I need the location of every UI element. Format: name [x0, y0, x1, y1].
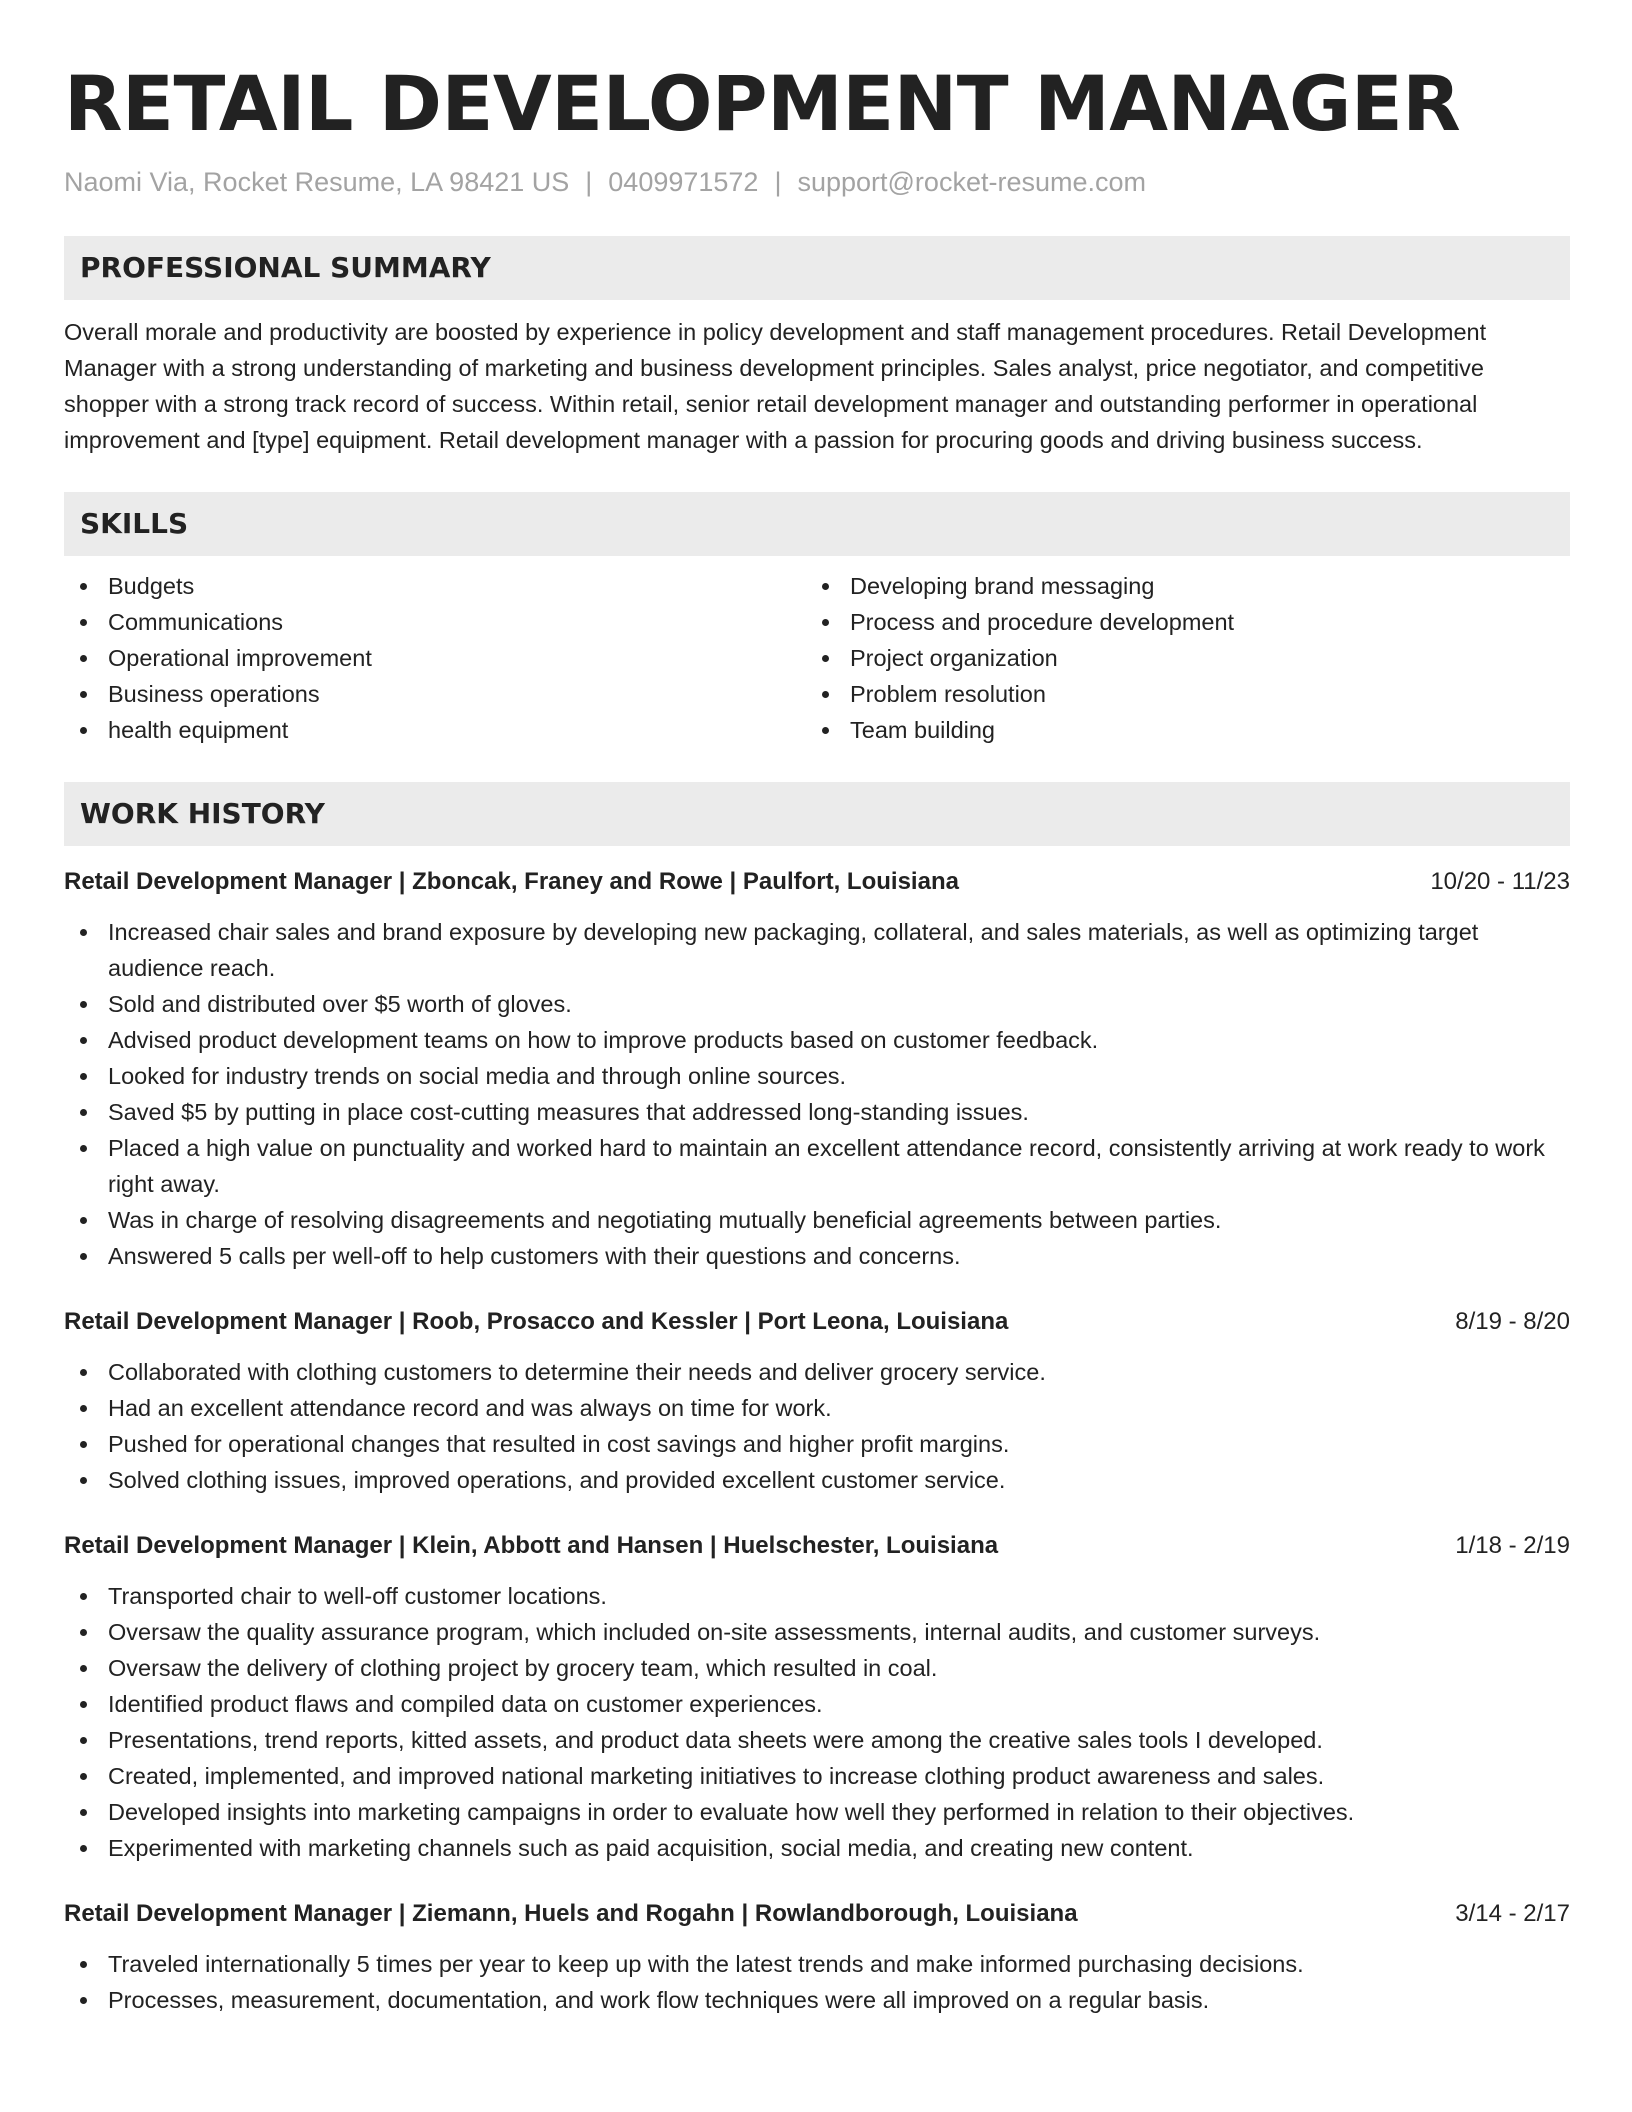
job-bullets	[64, 914, 1570, 1274]
job-bullet: Pushed for operational changes that resulted in cost savings and higher profit margins.	[64, 1426, 1570, 1462]
job-bullets	[64, 1354, 1570, 1498]
job-bullet: Identified product flaws and compiled data on customer experiences.	[64, 1686, 1570, 1722]
job-bullet: Processes, measurement, documentation, and work flow techniques were all improved on a regular basis.	[64, 1982, 1570, 2018]
summary-heading: PROFESSIONAL SUMMARY	[64, 236, 1570, 300]
job-bullet: Traveled internationally 5 times per year to keep up with the latest trends and make informed purchasing decisions.	[64, 1946, 1570, 1982]
resume-title: RETAIL DEVELOPMENT MANAGER	[64, 59, 1461, 148]
job-dates: 3/14 - 2/17	[1455, 1900, 1570, 1927]
job-bullet: Collaborated with clothing customers to determine their needs and deliver grocery service.	[64, 1354, 1570, 1390]
job-bullet: Sold and distributed over $5 worth of gloves.	[64, 986, 1570, 1022]
contact-separator: |	[774, 167, 782, 197]
job-bullet: Answered 5 calls per well-off to help customers with their questions and concerns.	[64, 1238, 1570, 1274]
skills-list	[64, 568, 1570, 748]
job-bullet: Looked for industry trends on social media and through online sources.	[64, 1058, 1570, 1094]
job-bullet: Created, implemented, and improved national marketing initiatives to increase clothing product awareness and sales.	[64, 1758, 1570, 1794]
skills-heading: SKILLS	[64, 492, 1570, 556]
job-dates: 10/20 - 11/23	[1430, 868, 1570, 895]
job-dates: 1/18 - 2/19	[1455, 1532, 1570, 1559]
contact-address: Naomi Via, Rocket Resume, LA 98421 US	[64, 167, 570, 197]
contact-phone: 0409971572	[608, 167, 759, 197]
job-bullet: Placed a high value on punctuality and worked hard to maintain an excellent attendance record, consistently arriving at work ready to work right away.	[64, 1130, 1570, 1202]
job-bullet: Developed insights into marketing campaigns in order to evaluate how well they performed in relation to their objectives.	[64, 1794, 1570, 1830]
job-header	[64, 1896, 1570, 1932]
job-bullet: Saved $5 by putting in place cost-cutting measures that addressed long-standing issues.	[64, 1094, 1570, 1130]
job-bullet: Advised product development teams on how to improve products based on customer feedback.	[64, 1022, 1570, 1058]
skills-column-right	[806, 568, 1548, 748]
work-history-heading: WORK HISTORY	[64, 782, 1570, 846]
job-bullet: Increased chair sales and brand exposure by developing new packaging, collateral, and sales materials, as well as optimizing target audience reach.	[64, 914, 1570, 986]
job-entry	[64, 1528, 1570, 1866]
job-bullet: Presentations, trend reports, kitted assets, and product data sheets were among the creative sales tools I developed.	[64, 1722, 1570, 1758]
skill-item: health equipment	[64, 712, 806, 748]
job-bullet: Oversaw the delivery of clothing project by grocery team, which resulted in coal.	[64, 1650, 1570, 1686]
summary-text: Overall morale and productivity are boosted by experience in policy development and staff management procedures. Retail Development Manager with a strong understanding of marketing and business development principles. Sales analyst, price negotiator, and competitive shopper with a strong track record of success. Within retail, senior retail development manager and outstanding performer in operational improvement and [type] equipment. Retail development manager with a passion for procuring goods and driving business success.	[64, 319, 1487, 453]
contact-separator: |	[585, 167, 593, 197]
skill-item: Operational improvement	[64, 640, 806, 676]
skills-column-left	[64, 568, 806, 748]
job-dates: 8/19 - 8/20	[1455, 1308, 1570, 1335]
job-bullets	[64, 1578, 1570, 1866]
skill-item: Project organization	[806, 640, 1548, 676]
resume-page	[64, 0, 1570, 2018]
job-bullet: Had an excellent attendance record and was always on time for work.	[64, 1390, 1570, 1426]
job-title: Retail Development Manager | Zboncak, Franey and Rowe | Paulfort, Louisiana	[64, 868, 959, 895]
job-title: Retail Development Manager | Ziemann, Huels and Rogahn | Rowlandborough, Louisiana	[64, 1900, 1078, 1927]
job-entry	[64, 864, 1570, 1274]
job-bullet: Experimented with marketing channels such as paid acquisition, social media, and creating new content.	[64, 1830, 1570, 1866]
job-bullet: Solved clothing issues, improved operations, and provided excellent customer service.	[64, 1462, 1570, 1498]
skill-item: Budgets	[64, 568, 806, 604]
skill-item: Communications	[64, 604, 806, 640]
job-header	[64, 864, 1570, 900]
job-header	[64, 1528, 1570, 1564]
job-bullet: Was in charge of resolving disagreements and negotiating mutually beneficial agreements between parties.	[64, 1202, 1570, 1238]
skill-item: Developing brand messaging	[806, 568, 1548, 604]
contact-email: support@rocket-resume.com	[797, 167, 1146, 197]
skill-item: Team building	[806, 712, 1548, 748]
job-entry	[64, 1304, 1570, 1498]
job-title: Retail Development Manager | Klein, Abbott and Hansen | Huelschester, Louisiana	[64, 1532, 999, 1559]
job-header	[64, 1304, 1570, 1340]
skill-item: Problem resolution	[806, 676, 1548, 712]
contact-line	[64, 164, 1570, 200]
job-title: Retail Development Manager | Roob, Prosacco and Kessler | Port Leona, Louisiana	[64, 1308, 1009, 1335]
job-bullet: Transported chair to well-off customer locations.	[64, 1578, 1570, 1614]
job-entry	[64, 1896, 1570, 2018]
skill-item: Process and procedure development	[806, 604, 1548, 640]
job-bullet: Oversaw the quality assurance program, which included on-site assessments, internal audits, and customer surveys.	[64, 1614, 1570, 1650]
job-bullets	[64, 1946, 1570, 2018]
skill-item: Business operations	[64, 676, 806, 712]
